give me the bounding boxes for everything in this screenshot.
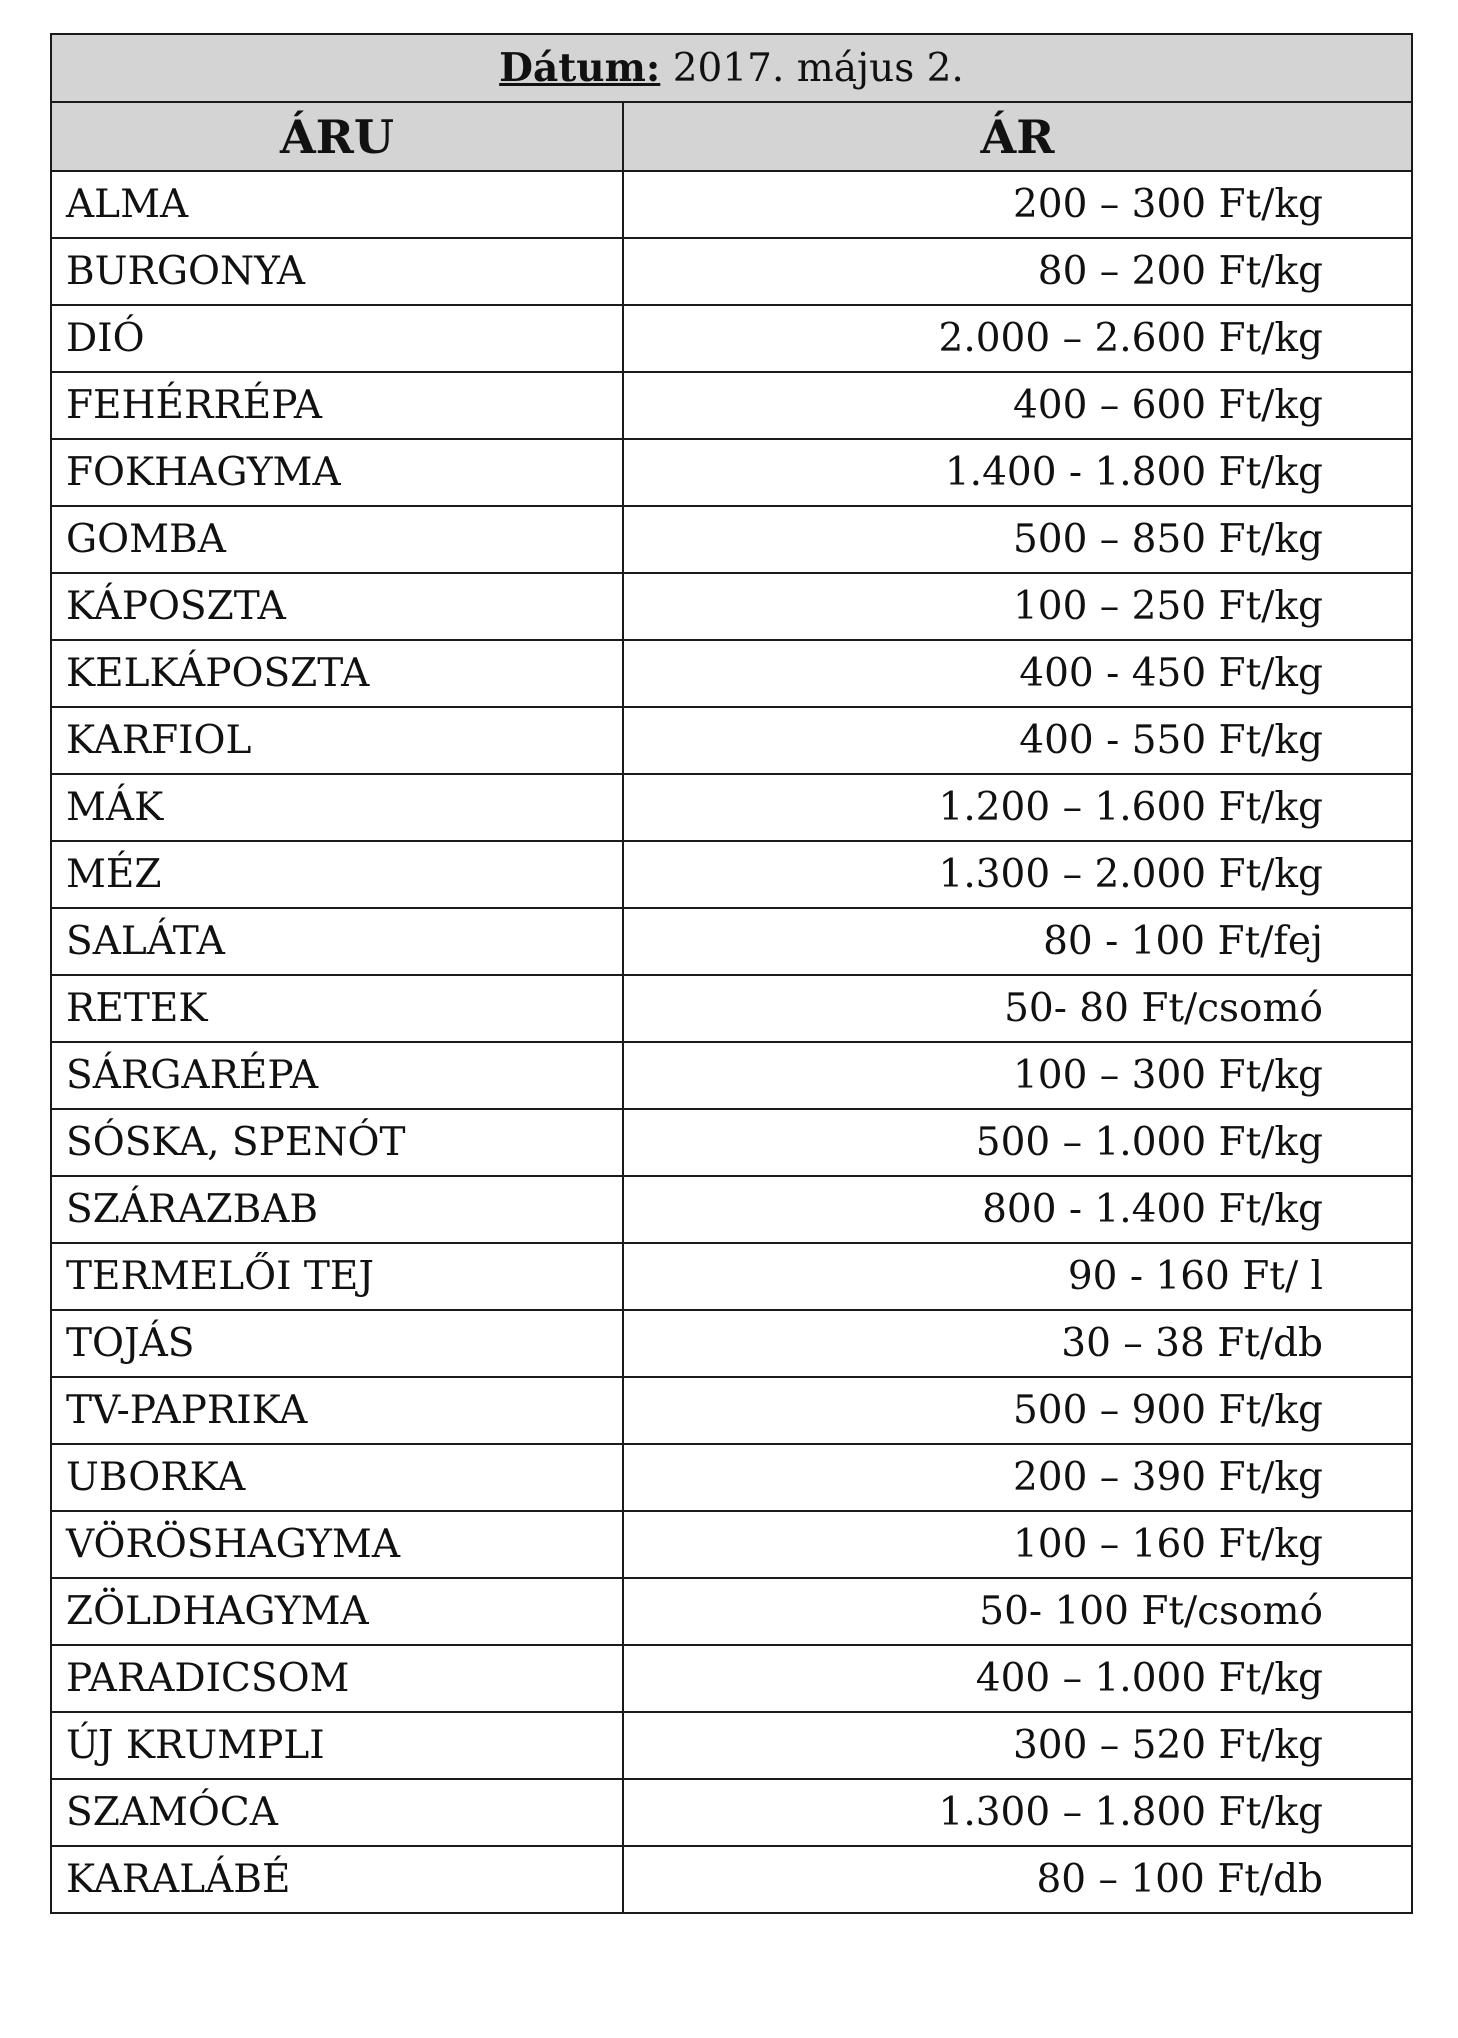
- table-row: [51, 640, 1412, 707]
- product-price: 50- 80 Ft/csomó: [623, 975, 1412, 1042]
- date-row: [51, 34, 1412, 102]
- price-table: [50, 33, 1413, 1914]
- product-name: BURGONYA: [51, 238, 623, 305]
- product-price: 100 – 250 Ft/kg: [623, 573, 1412, 640]
- table-row: [51, 171, 1412, 238]
- column-header-price: ÁR: [623, 102, 1412, 171]
- table-row: [51, 1243, 1412, 1310]
- table-row: [51, 1578, 1412, 1645]
- date-cell: [51, 34, 1412, 102]
- table-row: [51, 1846, 1412, 1913]
- product-name: ZÖLDHAGYMA: [51, 1578, 623, 1645]
- product-price: 400 - 450 Ft/kg: [623, 640, 1412, 707]
- product-name: MÉZ: [51, 841, 623, 908]
- product-name: TV-PAPRIKA: [51, 1377, 623, 1444]
- product-price: 800 - 1.400 Ft/kg: [623, 1176, 1412, 1243]
- product-price: 80 – 100 Ft/db: [623, 1846, 1412, 1913]
- product-price: 400 - 550 Ft/kg: [623, 707, 1412, 774]
- table-row: [51, 1109, 1412, 1176]
- table-row: [51, 1176, 1412, 1243]
- date-label: Dátum:: [499, 45, 661, 91]
- product-price: 1.400 - 1.800 Ft/kg: [623, 439, 1412, 506]
- table-row: [51, 1042, 1412, 1109]
- table-row: [51, 1779, 1412, 1846]
- table-body: [51, 171, 1412, 1913]
- product-price: 90 - 160 Ft/ l: [623, 1243, 1412, 1310]
- product-name: PARADICSOM: [51, 1645, 623, 1712]
- table-row: [51, 573, 1412, 640]
- product-name: MÁK: [51, 774, 623, 841]
- product-name: ÚJ KRUMPLI: [51, 1712, 623, 1779]
- product-price: 1.200 – 1.600 Ft/kg: [623, 774, 1412, 841]
- product-price: 200 – 300 Ft/kg: [623, 171, 1412, 238]
- product-price: 100 – 160 Ft/kg: [623, 1511, 1412, 1578]
- product-name: TOJÁS: [51, 1310, 623, 1377]
- product-price: 1.300 – 1.800 Ft/kg: [623, 1779, 1412, 1846]
- product-name: FEHÉRRÉPA: [51, 372, 623, 439]
- product-price: 200 – 390 Ft/kg: [623, 1444, 1412, 1511]
- table-row: [51, 1310, 1412, 1377]
- table-row: [51, 707, 1412, 774]
- product-name: FOKHAGYMA: [51, 439, 623, 506]
- product-name: KARALÁBÉ: [51, 1846, 623, 1913]
- product-name: SÁRGARÉPA: [51, 1042, 623, 1109]
- column-header-product: ÁRU: [51, 102, 623, 171]
- product-price: 300 – 520 Ft/kg: [623, 1712, 1412, 1779]
- product-name: KÁPOSZTA: [51, 573, 623, 640]
- product-name: RETEK: [51, 975, 623, 1042]
- product-price: 400 – 1.000 Ft/kg: [623, 1645, 1412, 1712]
- product-price: 100 – 300 Ft/kg: [623, 1042, 1412, 1109]
- product-price: 500 – 1.000 Ft/kg: [623, 1109, 1412, 1176]
- product-name: VÖRÖSHAGYMA: [51, 1511, 623, 1578]
- product-name: DIÓ: [51, 305, 623, 372]
- product-price: 30 – 38 Ft/db: [623, 1310, 1412, 1377]
- product-price: 500 – 850 Ft/kg: [623, 506, 1412, 573]
- product-price: 80 - 100 Ft/fej: [623, 908, 1412, 975]
- product-name: TERMELŐI TEJ: [51, 1243, 623, 1310]
- table-row: [51, 439, 1412, 506]
- table-row: [51, 774, 1412, 841]
- table-row: [51, 238, 1412, 305]
- table-row: [51, 1645, 1412, 1712]
- table-row: [51, 305, 1412, 372]
- table-row: [51, 1444, 1412, 1511]
- table-row: [51, 1377, 1412, 1444]
- product-name: ALMA: [51, 171, 623, 238]
- date-value: 2017. május 2.: [672, 46, 964, 91]
- product-name: GOMBA: [51, 506, 623, 573]
- product-name: UBORKA: [51, 1444, 623, 1511]
- product-price: 50- 100 Ft/csomó: [623, 1578, 1412, 1645]
- table-row: [51, 975, 1412, 1042]
- column-header-row: [51, 102, 1412, 171]
- product-price: 1.300 – 2.000 Ft/kg: [623, 841, 1412, 908]
- product-price: 500 – 900 Ft/kg: [623, 1377, 1412, 1444]
- product-name: SALÁTA: [51, 908, 623, 975]
- product-price: 400 – 600 Ft/kg: [623, 372, 1412, 439]
- table-row: [51, 1511, 1412, 1578]
- table-row: [51, 841, 1412, 908]
- product-name: SZAMÓCA: [51, 1779, 623, 1846]
- table-row: [51, 506, 1412, 573]
- table-row: [51, 908, 1412, 975]
- product-name: SÓSKA, SPENÓT: [51, 1109, 623, 1176]
- product-name: SZÁRAZBAB: [51, 1176, 623, 1243]
- product-name: KELKÁPOSZTA: [51, 640, 623, 707]
- product-price: 80 – 200 Ft/kg: [623, 238, 1412, 305]
- table-row: [51, 1712, 1412, 1779]
- table-row: [51, 372, 1412, 439]
- product-name: KARFIOL: [51, 707, 623, 774]
- product-price: 2.000 – 2.600 Ft/kg: [623, 305, 1412, 372]
